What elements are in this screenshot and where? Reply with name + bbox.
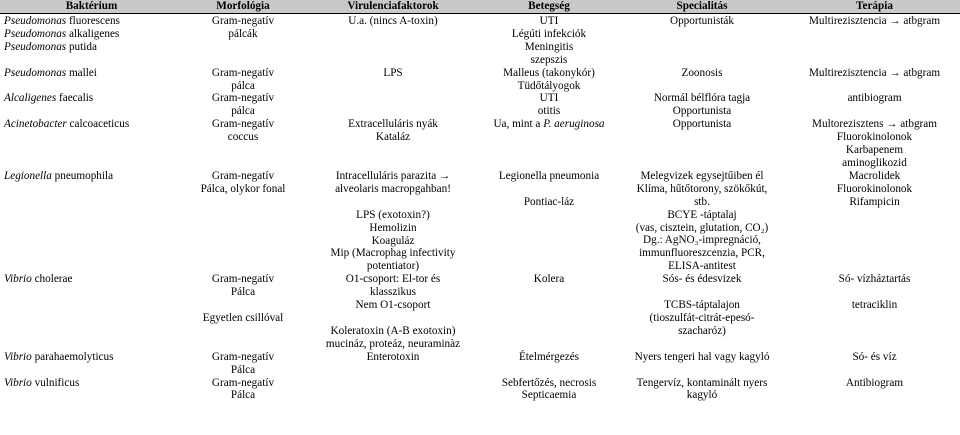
table-row: [0, 67, 960, 93]
bacterium-cell: [0, 377, 183, 403]
header-disease: Betegség: [483, 0, 615, 14]
therapy-line: tetraciklin: [851, 299, 898, 312]
species-name: fluorescens: [66, 15, 120, 27]
header-bacterium: Baktérium: [0, 0, 183, 14]
speciality-cell: [615, 14, 789, 67]
genus-name: Pseudomonas: [4, 66, 67, 79]
morphology-cell: [183, 170, 303, 273]
virulence-line: Kataláz: [375, 131, 411, 144]
virulence-cell: [303, 273, 483, 351]
genus-name: Pseudomonas: [4, 27, 67, 40]
disease-line: Tüdőtályogok: [517, 79, 581, 92]
disease-cell: [483, 67, 615, 93]
bacterium-name: [4, 377, 182, 390]
speciality-line: immunfluoreszcenzia, PCR,: [639, 247, 765, 260]
disease-line: Malleus (takonykór): [503, 66, 595, 79]
genus-name: Acinetobacter: [4, 118, 67, 131]
header-row: [0, 0, 960, 14]
disease-line: Ételmérgezés: [518, 350, 580, 363]
disease-line: szepszis: [530, 53, 568, 66]
therapy-line: Só- vízháztartás: [838, 273, 911, 286]
genus-name: Pseudomonas: [4, 15, 67, 27]
bacterium-cell: [0, 67, 183, 93]
speciality-line: stb.: [694, 195, 710, 208]
spacer: [484, 183, 614, 196]
therapy-line: Fluorokinolonok: [836, 131, 913, 144]
disease-cell: [483, 377, 615, 403]
genus-name: Vibrio: [4, 350, 32, 363]
genus-name: Pseudomonas: [4, 40, 67, 53]
speciality-line: Opportunista: [672, 118, 732, 131]
therapy-cell: [789, 170, 960, 273]
speciality-line: Tengervíz, kontaminált nyers: [636, 376, 768, 389]
table-row: [0, 170, 960, 273]
virulence-line: Extracelluláris nyák: [348, 118, 438, 131]
virulence-line: Nem O1-csoport: [355, 299, 431, 312]
table-row: [0, 92, 960, 118]
bacterium-name: [4, 41, 182, 54]
morphology-line: Gram-negatív: [211, 169, 275, 182]
bacterium-cell: [0, 92, 183, 118]
therapy-line: Multorezisztens → atbgram: [812, 118, 937, 131]
therapy-line: Fluorokinolonok: [836, 182, 913, 195]
bacterium-name: [4, 273, 182, 286]
virulence-line: LPS (exotoxin?): [356, 208, 430, 221]
species-name: calcoaceticus: [66, 118, 130, 131]
spacer: [616, 286, 788, 299]
therapy-cell: [789, 377, 960, 403]
spacer: [304, 196, 482, 209]
species-name: putida: [66, 40, 97, 53]
disease-line: otitis: [537, 105, 561, 118]
speciality-cell: [615, 351, 789, 377]
species-name: parahaemolyticus: [31, 350, 114, 363]
bacterium-name: [4, 28, 182, 41]
morphology-line: Egyetlen csillóval: [202, 312, 284, 325]
speciality-line: Opportunisták: [669, 15, 734, 27]
virulence-cell: [303, 118, 483, 170]
virulence-line: Koaguláz: [371, 234, 415, 247]
morphology-cell: [183, 118, 303, 170]
disease-cell: [483, 92, 615, 118]
speciality-line: Nyers tengeri hal vagy kagyló: [634, 350, 770, 363]
table-row: [0, 351, 960, 377]
morphology-line: coccus: [227, 131, 259, 144]
speciality-cell: [615, 377, 789, 403]
morphology-line: Pálca: [230, 286, 256, 299]
disease-cell: [483, 170, 615, 273]
speciality-line: (vas, cisztein, glutation, CO₂): [635, 221, 769, 234]
virulence-line: mucináz, proteáz, neuraminàz: [325, 337, 461, 350]
bacterium-name: [4, 67, 182, 80]
species-name: faecalis: [56, 92, 94, 105]
genus-name: Alcaligenes: [4, 92, 57, 105]
therapy-line: Macrolidek: [848, 169, 901, 182]
virulence-line: klasszikus: [370, 286, 416, 299]
bacterium-cell: [0, 351, 183, 377]
table-row: [0, 377, 960, 403]
speciality-cell: [615, 92, 789, 118]
morphology-line: Pálca, olykor fonal: [200, 182, 286, 195]
speciality-line: Opportunista: [672, 105, 732, 118]
speciality-cell: [615, 118, 789, 170]
virulence-cell: [303, 377, 483, 403]
disease-cell: [483, 14, 615, 67]
speciality-cell: [615, 170, 789, 273]
disease-line: Pontiac-láz: [523, 195, 575, 208]
disease-line: Meningitis: [524, 40, 574, 53]
morphology-cell: [183, 67, 303, 93]
morphology-line: Gram-negatív: [211, 15, 275, 27]
virulence-line: Koleratoxin (A-B exotoxin): [330, 324, 456, 337]
virulence-line: Intracelluláris parazita →: [335, 169, 451, 182]
morphology-line: pálca: [231, 79, 255, 92]
bacterium-name: [4, 92, 182, 105]
therapy-cell: [789, 67, 960, 93]
disease-line: Kolera: [533, 273, 565, 286]
disease-line: UTI: [539, 92, 559, 105]
speciality-line: Dg.: AgNO₃-impregnáció,: [643, 234, 761, 247]
therapy-cell: [789, 92, 960, 118]
therapy-line: aminoglikozid: [842, 156, 907, 169]
therapy-line: Antibiogram: [845, 376, 904, 389]
virulence-line: potentiator): [366, 260, 420, 273]
virulence-cell: [303, 351, 483, 377]
therapy-cell: [789, 351, 960, 377]
therapy-cell: [789, 14, 960, 67]
species-name: pneumophila: [51, 169, 114, 182]
morphology-line: Gram-negatív: [211, 376, 275, 389]
header-speciality: Specialitás: [615, 0, 789, 14]
virulence-cell: [303, 92, 483, 118]
speciality-cell: [615, 273, 789, 351]
speciality-line: (tioszulfát-citrát-epesó-: [649, 312, 755, 325]
disease-line: UTI: [539, 15, 559, 27]
disease-line: Septicaemia: [521, 389, 577, 402]
therapy-line: Multirezisztencia → atbgram: [808, 66, 941, 79]
morphology-line: Gram-negatív: [211, 92, 275, 105]
virulence-line: U.a. (nincs A-toxin): [348, 15, 438, 27]
morphology-cell: [183, 377, 303, 403]
table-row: [0, 14, 960, 67]
speciality-line: BCYE -táptalaj: [667, 208, 737, 221]
virulence-cell: [303, 67, 483, 93]
disease-cell: [483, 118, 615, 170]
speciality-line: ELISA-antitest: [668, 260, 736, 273]
genus-name: Legionella: [4, 169, 52, 182]
virulence-line: LPS: [383, 66, 403, 79]
morphology-line: Gram-negatív: [211, 273, 275, 286]
virulence-cell: [303, 170, 483, 273]
morphology-line: pálcák: [228, 27, 258, 40]
virulence-cell: [303, 14, 483, 67]
therapy-line: Multirezisztencia → atbgram: [808, 15, 941, 27]
bacterium-cell: [0, 170, 183, 273]
spacer: [304, 312, 482, 325]
disease-cell: [483, 273, 615, 351]
disease-cell: [483, 351, 615, 377]
morphology-line: Pálca: [230, 389, 256, 402]
header-therapy: Terápia: [789, 0, 960, 14]
species-name: cholerae: [31, 273, 73, 286]
genus-name: Vibrio: [4, 273, 32, 286]
disease-line: [484, 118, 614, 131]
therapy-line: antibiogram: [847, 92, 902, 105]
speciality-line: Melegvizek egysejtűiben él: [640, 169, 764, 182]
disease-italic: P. aeruginosa: [543, 118, 605, 131]
morphology-cell: [183, 14, 303, 67]
virulence-line: alveolaris macropgahban!: [335, 182, 451, 195]
genus-name: Vibrio: [4, 376, 32, 389]
therapy-line: Rifampicin: [849, 195, 900, 208]
morphology-line: pálca: [231, 105, 255, 118]
speciality-line: Klíma, hűtőtorony, szökőkút,: [636, 182, 768, 195]
species-name: mallei: [66, 66, 97, 79]
speciality-cell: [615, 67, 789, 93]
virulence-line: Hemolizin: [369, 221, 417, 234]
spacer: [790, 286, 959, 299]
speciality-line: Normál bélflóra tagja: [653, 92, 751, 105]
virulence-line: Enterotoxin: [366, 350, 420, 363]
bacterium-name: [4, 170, 182, 183]
bacterium-name: [4, 15, 182, 28]
bacterium-name: [4, 351, 182, 364]
spacer: [184, 299, 302, 312]
speciality-line: TCBS-táptalajon: [664, 299, 740, 312]
morphology-line: Gram-negatív: [211, 118, 275, 131]
species-name: alkaligenes: [66, 27, 120, 40]
disease-line: Sebfertőzés, necrosis: [501, 376, 597, 389]
table-row: [0, 273, 960, 351]
morphology-line: Gram-negatív: [211, 350, 275, 363]
speciality-line: Sós- és édesvizek: [662, 273, 742, 286]
speciality-line: kagyló: [686, 389, 718, 402]
morphology-cell: [183, 351, 303, 377]
speciality-line: szacharóz): [678, 324, 726, 337]
virulence-line: O1-csoport: El-tor és: [345, 273, 441, 286]
disease-line: Legionella pneumonia: [498, 169, 600, 182]
therapy-cell: [789, 273, 960, 351]
bacterium-cell: [0, 14, 183, 67]
therapy-line: Só- és víz: [852, 350, 897, 363]
header-morphology: Morfológia: [183, 0, 303, 14]
virulence-line: Mip (Macrophag infectivity: [330, 247, 456, 260]
table-row: [0, 118, 960, 170]
therapy-cell: [789, 118, 960, 170]
morphology-line: Gram-negatív: [211, 66, 275, 79]
therapy-line: Karbapenem: [845, 144, 904, 157]
morphology-line: Pálca: [230, 363, 256, 376]
morphology-cell: [183, 92, 303, 118]
bacterium-cell: [0, 118, 183, 170]
header-virulence: Virulenciafaktorok: [303, 0, 483, 14]
bacterium-name: [4, 118, 182, 131]
morphology-cell: [183, 273, 303, 351]
disease-text: Ua, mint a: [493, 118, 544, 131]
disease-line: Légúti infekciók: [511, 27, 587, 40]
bacterium-cell: [0, 273, 183, 351]
speciality-line: Zoonosis: [681, 66, 723, 79]
species-name: vulnificus: [31, 376, 80, 389]
